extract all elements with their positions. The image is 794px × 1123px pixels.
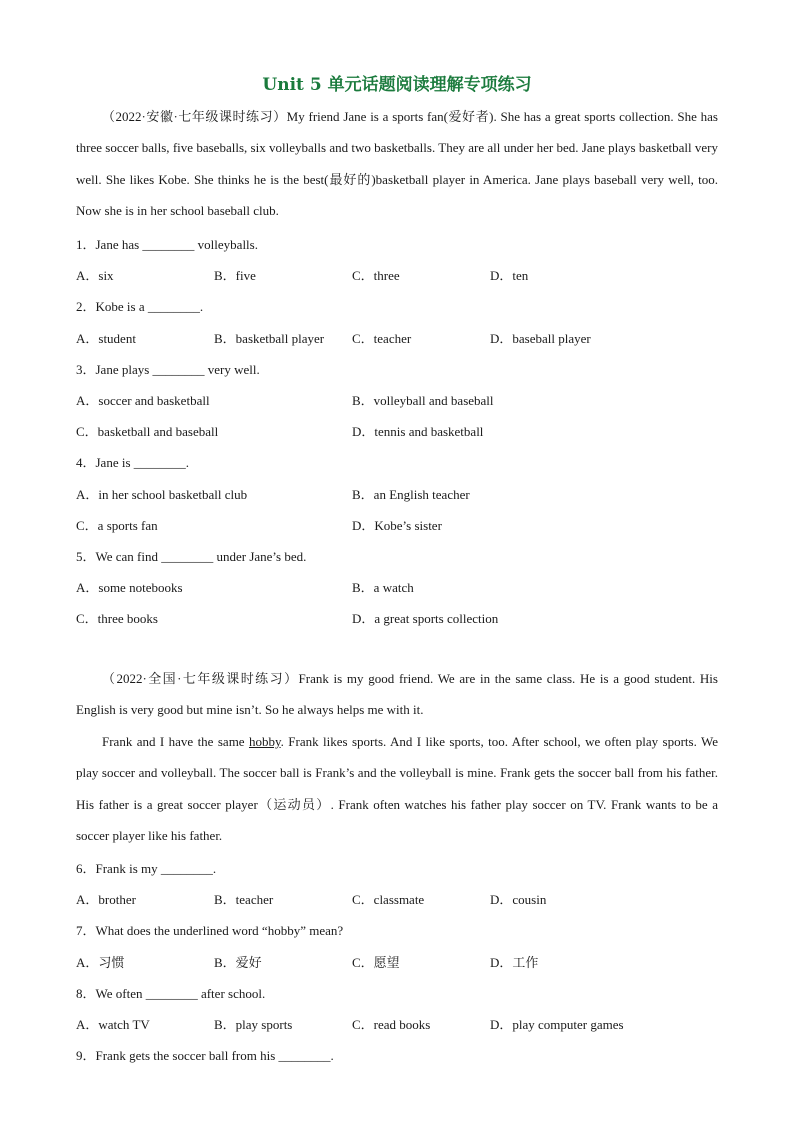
passage-2-paragraph-2 bbox=[76, 726, 718, 851]
q5-option-b[interactable]: B．a watch bbox=[352, 580, 414, 595]
q5-option-d[interactable]: D．a great sports collection bbox=[352, 611, 499, 626]
passage-2-paragraph-1 bbox=[76, 663, 718, 726]
q3-option-b[interactable]: B．volleyball and baseball bbox=[352, 393, 494, 408]
question-4-options-row-2 bbox=[76, 515, 718, 535]
passage-2-p2-before: Frank and I have the same bbox=[102, 734, 249, 749]
q3-option-a[interactable]: A．soccer and basketball bbox=[76, 393, 210, 408]
question-6-options bbox=[76, 889, 718, 909]
q5-option-a[interactable]: A．some notebooks bbox=[76, 580, 183, 595]
passage-1-source: （2022·安徽·七年级课时练习） bbox=[102, 109, 287, 124]
question-7-options bbox=[76, 952, 718, 972]
passage-2-p2-after: . Frank likes sports. And I like sports, too. After school, we often play sports. We play soccer and volleyball. The soccer ball is Frank’s and the volleyball is mine. Frank gets the soccer ball from his father. His father is a great soccer player（运动员）. Frank often watches his father play soccer on TV. Frank wants to be a soccer player like his father. bbox=[76, 734, 718, 843]
question-1: 1．Jane has ________ volleyballs. bbox=[76, 237, 258, 252]
passage-1-text: My friend Jane is a sports fan(爱好者). She has a great sports collection. She has three soccer balls, five baseballs, six volleyballs and two basketballs. They are all under her bed. Jane plays basketball very well. She likes Kobe. She thinks he is the best(最好的)basketball player in America. Jane plays baseball very well, too. Now she is in her school baseball club. bbox=[76, 109, 718, 218]
q7-option-a[interactable]: A．习惯 bbox=[76, 955, 125, 970]
question-8-options bbox=[76, 1014, 718, 1034]
q2-option-d[interactable]: D．baseball player bbox=[490, 331, 591, 346]
question-5: 5．We can find ________ under Jane’s bed. bbox=[76, 549, 307, 564]
question-2-options bbox=[76, 328, 718, 348]
q1-option-d[interactable]: D．ten bbox=[490, 268, 529, 283]
question-7: 7．What does the underlined word “hobby” mean? bbox=[76, 923, 344, 938]
q6-option-a[interactable]: A．brother bbox=[76, 892, 136, 907]
question-6: 6．Frank is my ________. bbox=[76, 861, 217, 876]
q3-option-c[interactable]: C．basketball and baseball bbox=[76, 424, 219, 439]
q7-option-c[interactable]: C．愿望 bbox=[352, 955, 400, 970]
q8-option-a[interactable]: A．watch TV bbox=[76, 1017, 150, 1032]
question-8: 8．We often ________ after school. bbox=[76, 986, 266, 1001]
q6-option-c[interactable]: C．classmate bbox=[352, 892, 425, 907]
q4-option-b[interactable]: B．an English teacher bbox=[352, 487, 470, 502]
underlined-word-hobby: hobby bbox=[248, 734, 281, 749]
q8-option-c[interactable]: C．read books bbox=[352, 1017, 431, 1032]
page-title: Unit 5 单元话题阅读理解专项练习 bbox=[262, 75, 532, 95]
q2-option-b[interactable]: B．basketball player bbox=[214, 331, 325, 346]
q4-option-a[interactable]: A．in her school basketball club bbox=[76, 487, 248, 502]
question-1-options bbox=[76, 265, 718, 285]
question-4-options-row-1 bbox=[76, 484, 718, 504]
q7-option-b[interactable]: B．爱好 bbox=[214, 955, 262, 970]
q6-option-d[interactable]: D．cousin bbox=[490, 892, 547, 907]
question-3-options-row-1 bbox=[76, 390, 718, 410]
question-3-options-row-2 bbox=[76, 421, 718, 441]
q3-option-d[interactable]: D．tennis and basketball bbox=[352, 424, 484, 439]
q2-option-c[interactable]: C．teacher bbox=[352, 331, 412, 346]
passage-2-p1-text: Frank is my good friend. We are in the same class. He is a good student. His English is very good but mine isn’t. So he always helps me with it. bbox=[76, 671, 718, 718]
q8-option-d[interactable]: D．play computer games bbox=[490, 1017, 624, 1032]
q2-option-a[interactable]: A．student bbox=[76, 331, 136, 346]
question-9: 9．Frank gets the soccer ball from his ________. bbox=[76, 1048, 334, 1063]
q6-option-b[interactable]: B．teacher bbox=[214, 892, 274, 907]
q7-option-d[interactable]: D．工作 bbox=[490, 955, 539, 970]
passage-2-source: （2022·全国·七年级课时练习） bbox=[102, 671, 299, 686]
q8-option-b[interactable]: B．play sports bbox=[214, 1017, 293, 1032]
question-5-options-row-1 bbox=[76, 577, 718, 597]
q4-option-c[interactable]: C．a sports fan bbox=[76, 518, 158, 533]
q1-option-c[interactable]: C．three bbox=[352, 268, 400, 283]
question-2: 2．Kobe is a ________. bbox=[76, 299, 204, 314]
question-3: 3．Jane plays ________ very well. bbox=[76, 362, 260, 377]
passage-1 bbox=[76, 101, 718, 226]
q1-option-a[interactable]: A．six bbox=[76, 268, 114, 283]
question-4: 4．Jane is ________. bbox=[76, 455, 190, 470]
q4-option-d[interactable]: D．Kobe’s sister bbox=[352, 518, 442, 533]
q5-option-c[interactable]: C．three books bbox=[76, 611, 158, 626]
q1-option-b[interactable]: B．five bbox=[214, 268, 256, 283]
question-5-options-row-2 bbox=[76, 608, 718, 628]
